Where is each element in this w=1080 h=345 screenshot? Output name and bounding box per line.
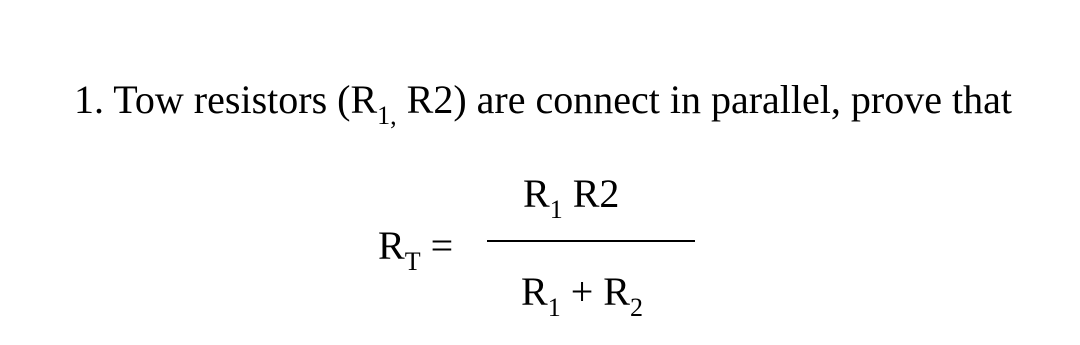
equals-sign: = (430, 223, 454, 268)
denominator-r2-subscript: 2 (629, 293, 643, 322)
numerator-r2: R2 (572, 171, 620, 216)
plus-sign: + (570, 269, 594, 314)
fraction-bar (487, 240, 695, 242)
subscript-1: 1 (377, 101, 391, 130)
numerator-r1: R (523, 171, 550, 216)
numerator-r1-subscript: 1 (549, 195, 563, 224)
formula-numerator (523, 170, 620, 224)
formula-denominator (521, 268, 643, 322)
lhs-subscript: T (404, 247, 421, 276)
question-number: 1. (74, 77, 104, 122)
denominator-r1-subscript: 1 (547, 293, 561, 322)
subscript-comma: , (390, 101, 397, 130)
question-text-before: Tow resistors (R (113, 77, 378, 122)
denominator-r2: R (603, 269, 630, 314)
lhs-symbol: R (378, 223, 405, 268)
formula-lhs (378, 222, 454, 276)
denominator-r1: R (521, 269, 548, 314)
question-text-after: R2) are connect in parallel, prove that (396, 77, 1012, 122)
